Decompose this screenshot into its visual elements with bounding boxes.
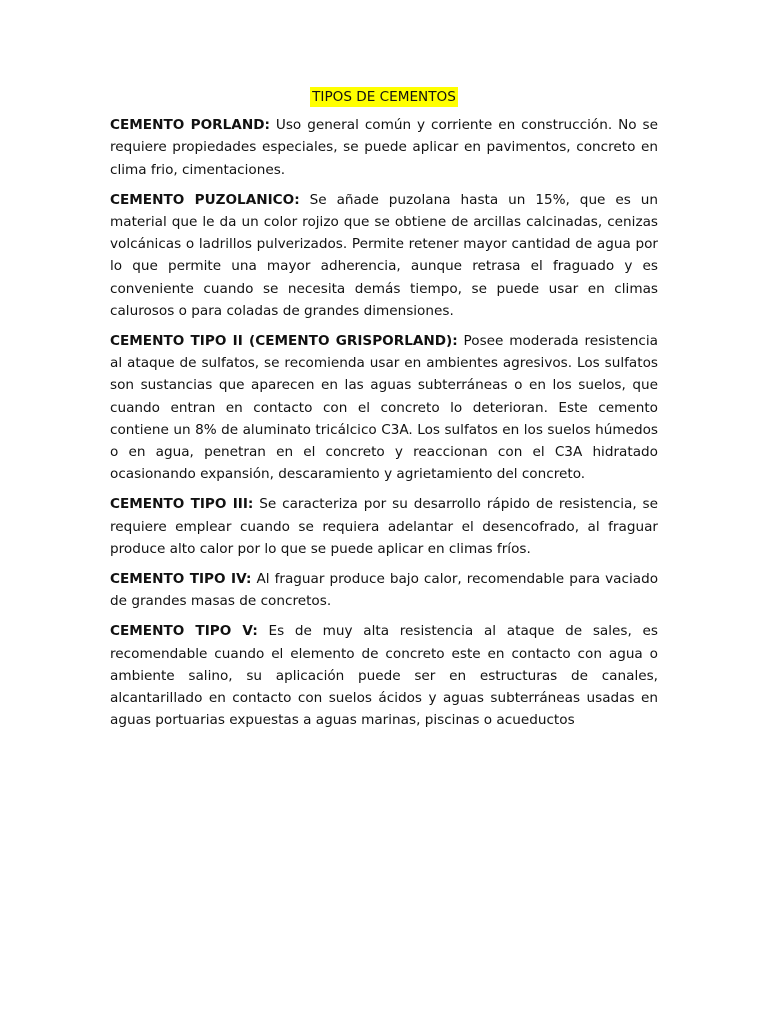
section-term: CEMENTO TIPO V: (110, 623, 258, 640)
section-term: CEMENTO TIPO IV: (110, 571, 252, 588)
section-text: Se añade puzolana hasta un 15%, que es un material que le da un color rojizo que se obtiene de arcillas calcinadas, cenizas volcánicas o ladrillos pulverizados. Permite retener mayor cantidad de agua por lo que permite una mayor adherencia, aunque retrasa el fraguado y es conveniente cuando se necesita demás tiempo, se puede usar en climas calurosos o para coladas de grandes dimensiones. (110, 191, 659, 319)
title-wrap (110, 86, 658, 108)
section-text: Posee moderada resistencia al ataque de sulfatos, se recomienda usar en ambientes agresivos. Los sulfatos son sustancias que aparecen en las aguas subterráneas o en los suelos, que cuando entran en contacto con el concreto lo deterioran. Este cemento contiene un 8% de aluminato tricálcico C3A. Los sulfatos en los suelos húmedos o en agua, penetran en el concreto y reaccionan con el C3A hidratado ocasionando expansión, descaramiento y agrietamiento del concreto. (110, 333, 658, 483)
section-text: Uso general común y corriente en construcción. No se requiere propiedades especiales, se puede aplicar en pavimentos, concreto en clima frio, cimentaciones. (110, 117, 658, 178)
section-term: CEMENTO PUZOLANICO: (110, 191, 300, 208)
section-cemento-tipo-v (110, 620, 658, 731)
section-cemento-tipo-ii (110, 330, 658, 485)
section-text: Se caracteriza por su desarrollo rápido de resistencia, se requiere emplear cuando se requiera adelantar el desencofrado, al fraguar produce alto calor por lo que se puede aplicar en climas fríos. (110, 496, 658, 557)
section-term: CEMENTO PORLAND: (110, 117, 270, 134)
section-cemento-puzolanico (110, 189, 658, 322)
section-cemento-tipo-iii (110, 493, 658, 560)
section-cemento-porland (110, 114, 658, 181)
section-term: CEMENTO TIPO II (CEMENTO GRISPORLAND): (110, 333, 458, 350)
section-text: Es de muy alta resistencia al ataque de sales, es recomendable cuando el elemento de concreto este en contacto con agua o ambiente salino, su aplicación puede ser en estructuras de canales, alcantarillado en contacto con suelos ácidos y aguas subterráneas usadas en aguas portuarias expuestas a aguas marinas, piscinas o acueductos (110, 623, 658, 729)
section-text: Al fraguar produce bajo calor, recomendable para vaciado de grandes masas de concretos. (110, 571, 659, 610)
document-page (110, 86, 658, 739)
section-term: CEMENTO TIPO III: (110, 496, 254, 513)
document-title: TIPOS DE CEMENTOS (312, 89, 456, 105)
section-cemento-tipo-iv (110, 568, 658, 612)
